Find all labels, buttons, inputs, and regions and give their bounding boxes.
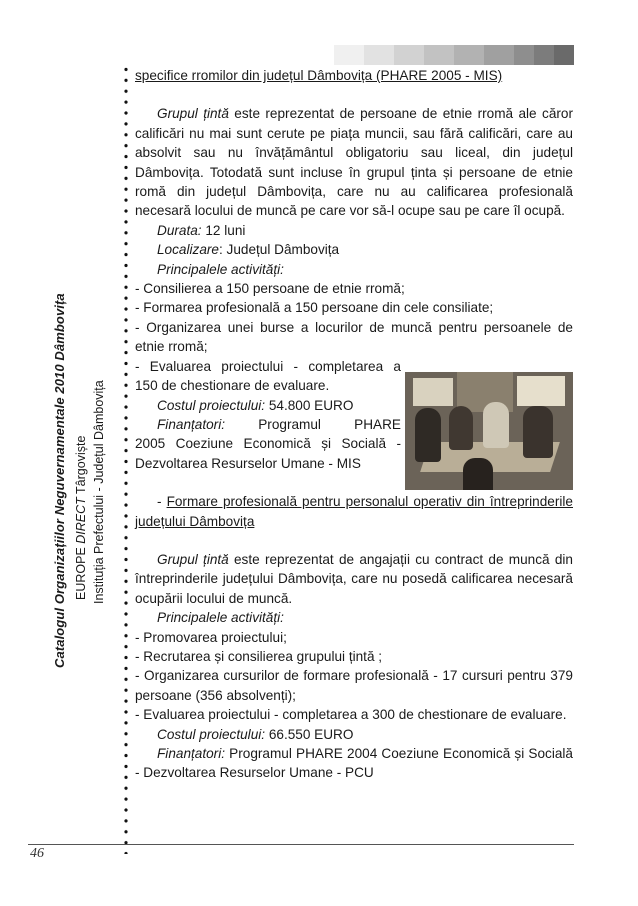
activity-item: - Consilierea a 150 persoane de etnie rromă; [135,281,405,297]
footer-rule [28,844,574,845]
activity-item: - Evaluarea proiectului - completarea a 300 de chestionare de evaluare. [135,707,567,723]
header-bar-segment [216,45,334,65]
activity-item: - Organizarea cursurilor de formare profesională - 17 cursuri pentru 379 persoane (356 absolvenți); [135,668,573,703]
location-line: Localizare: Județul Dâmbovița [157,242,340,258]
dotted-margin-rule [123,64,129,854]
header-bar-segment [394,45,424,65]
funders-line-2: Finanțatori: Programul PHARE 2004 Coeziune Economică și Socială - Dezvoltarea Resurselor Umane - PCU [135,746,573,781]
header-bar-segment [534,45,554,65]
project-title-2: - Formare profesională pentru personalul operativ din întreprinderile județului Dâmbovița [135,494,573,529]
activity-item: - Promovarea proiectului; [135,629,287,645]
activity-item: - Organizarea unei burse a locurilor de muncă pentru persoanele de etnie rromă; [135,319,573,355]
project-title-1-end: specifice rromilor din județul Dâmbovița (PHARE 2005 - MIS) [135,68,503,83]
activity-item-cont: 150 de chestionare de evaluare. [135,378,330,394]
funders-line-1: Finanțatori: Programul PHARE [157,416,401,432]
group-training-photo [405,372,573,490]
header-bar-segment [484,45,514,65]
cost-line-1: Costul proiectului: 54.800 EURO [157,397,354,413]
page-number: 46 [30,846,44,861]
activity-item: - Recrutarea și consilierea grupului țintă ; [135,648,383,664]
sidebar-prefect-institution: Instituția Prefectului - Județul Dâmbovița [92,380,106,604]
cost-line-2: Costul proiectului: 66.550 EURO [157,726,354,742]
activity-item: - Formarea profesională a 150 persoane din cele consiliate; [135,300,494,316]
target-group-paragraph-2: Grupul țintă este reprezentat de angajații cu contract de muncă din întreprinderile județului Dâmbovița, care nu posedă calificarea necesară ocupării locului de muncă. [135,551,573,606]
header-bar-segment [454,45,484,65]
header-gradient-bar [216,45,574,65]
activities-heading-2: Principalele activități: [157,610,284,626]
header-bar-segment [334,45,364,65]
duration-line: Durata: 12 luni [157,222,246,238]
sidebar-catalog-title: Catalogul Organizațiilor Neguvernamentale 2010 Dâmbovița [52,293,67,668]
funders-line-1c: Dezvoltarea Resurselor Umane - MIS [135,455,361,471]
header-bar-segment [364,45,394,65]
target-group-paragraph-1: Grupul țintă este reprezentat de persoane de etnie rromă ale căror calificări nu mai sunt cerute pe piața muncii, sau fără calificări, care au absolvit sau nu învățământul obligatoriu sau liceal, din județul Dâmbovița. Totodată sunt incluse în grupul ținta și persoane de etnie romă din județul Dâmbovița, care nu au calificarea profesională necesară locului de muncă pe care vor să-l ocupe sau pe care îl ocupă. [135,106,573,219]
header-bar-segment [554,45,574,65]
header-bar-segment [514,45,534,65]
sidebar-europe-direct: EUROPE DIRECT Târgoviște [74,435,88,600]
activities-heading-1: Principalele activități: [157,261,284,277]
header-bar-segment [424,45,454,65]
activity-item: - Evaluarea proiectului - completarea a [135,358,401,374]
funders-line-1b: 2005 Coeziune Economică și Socială - [135,436,401,452]
